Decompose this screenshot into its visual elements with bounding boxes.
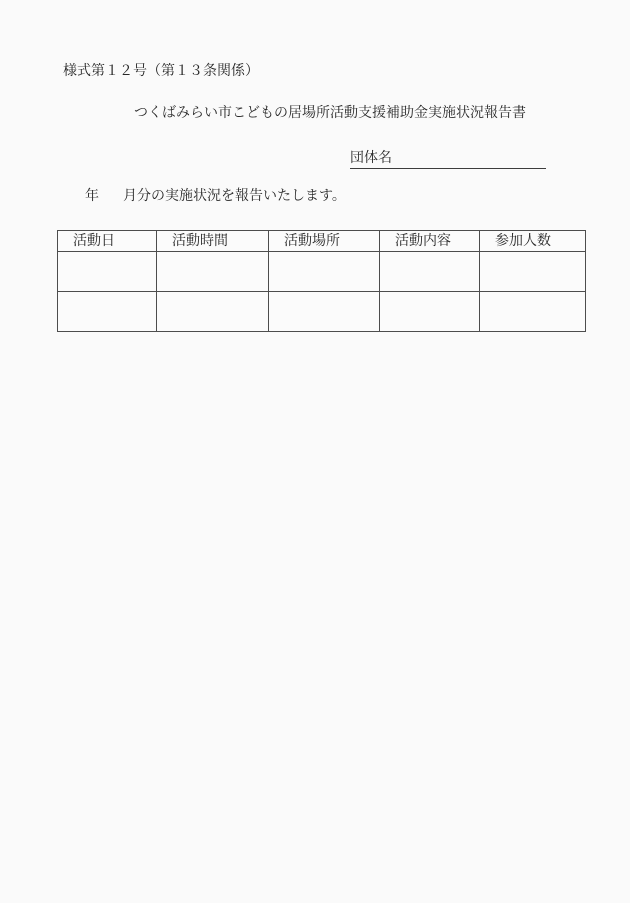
column-header-activity-date: 活動日 <box>58 231 157 252</box>
empty-cell-activity-place[interactable] <box>269 252 380 292</box>
organization-name-field[interactable] <box>350 148 546 169</box>
column-header-activity-content: 活動内容 <box>380 231 480 252</box>
activity-report-table <box>57 230 586 332</box>
table-header-row <box>58 231 586 252</box>
table-row <box>58 252 586 292</box>
column-header-activity-place: 活動場所 <box>269 231 380 252</box>
organization-name-label: 団体名 <box>350 150 392 166</box>
report-sentence-line <box>85 186 346 206</box>
column-header-participants: 参加人数 <box>480 231 586 252</box>
report-sentence-text: 月分の実施状況を報告いたします。 <box>123 188 346 204</box>
empty-cell-activity-time[interactable] <box>157 292 269 332</box>
empty-cell-participants[interactable] <box>480 252 586 292</box>
empty-cell-participants[interactable] <box>480 292 586 332</box>
table-row <box>58 292 586 332</box>
empty-cell-activity-content[interactable] <box>380 292 480 332</box>
empty-cell-activity-time[interactable] <box>157 252 269 292</box>
document-title: つくばみらい市こどもの居場所活動支援補助金実施状況報告書 <box>134 105 526 121</box>
column-header-activity-time: 活動時間 <box>157 231 269 252</box>
empty-cell-activity-date[interactable] <box>58 252 157 292</box>
empty-cell-activity-place[interactable] <box>269 292 380 332</box>
empty-cell-activity-date[interactable] <box>58 292 157 332</box>
empty-cell-activity-content[interactable] <box>380 252 480 292</box>
year-label: 年 <box>85 188 99 204</box>
form-number: 様式第１２号（第１３条関係） <box>63 63 259 79</box>
